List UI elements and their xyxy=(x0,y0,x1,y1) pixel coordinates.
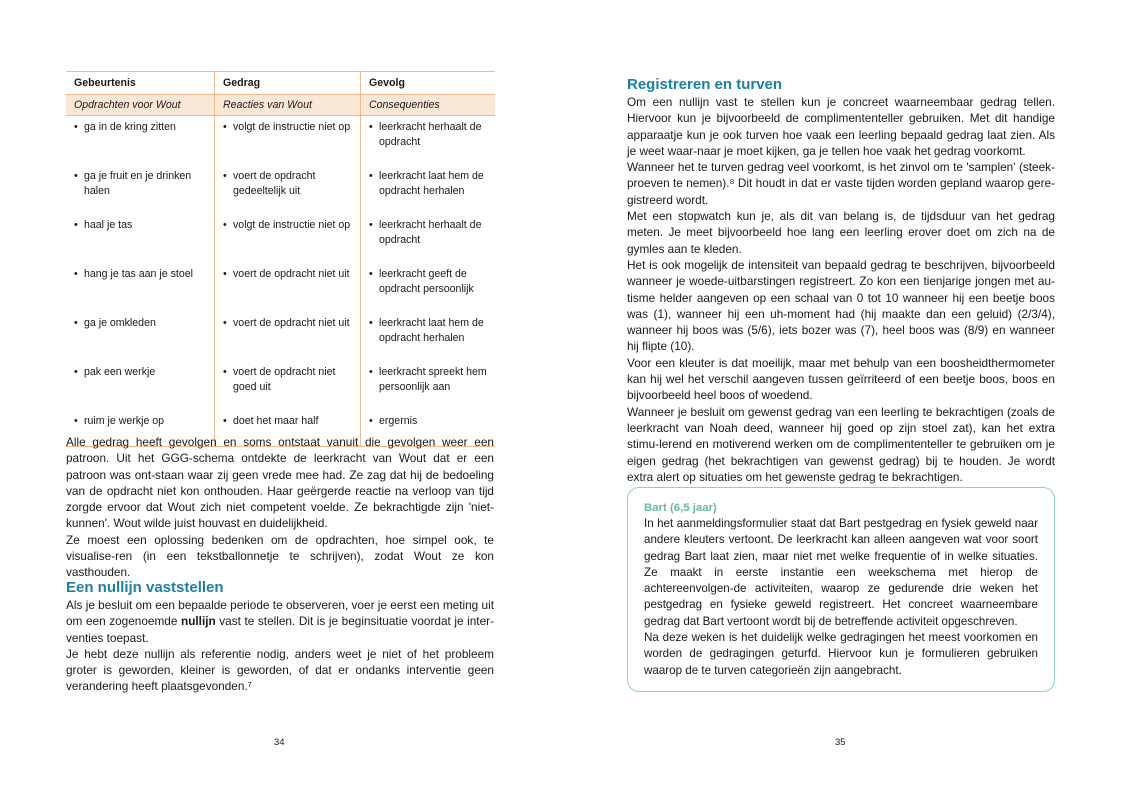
paragraph: Het is ook mogelijk de intensiteit van bepaald gedrag te beschrijven, bijvoorbeeld wanneer je woede-uitbarstingen registreert. Zo kon een tienjarige jongen met au-tisme helder aangeven op een schaal van 0 tot 10 wanneer hij een beetje boos was (1), wanneer hij een uh-moment had (hij maakte dan een geluid) (2/3/4), wanneer hij boos was (5/6), iets bozer was (7), heel boos was (8/9) en wanneer hij flipte (10). xyxy=(627,257,1055,354)
paragraph: In het aanmeldingsformulier staat dat Bart pestgedrag en fysiek geweld naar andere kleuters vertoont. De leerkracht kan alleen aangeven wat voor soort gedrag Bart laat zien, maar niet met welke frequentie of in welke situaties. Ze maakt in eerste instantie een weekschema met hierop de achtereenvolgen-de activiteiten, waarop ze gedurende drie weken het pestgedrag en fysieke geweld registreert. Het concreet waarneembare gedrag dat Bart vertoont wordt bij de betreffende activiteit opgeschreven. xyxy=(644,517,1038,628)
table-cell: ga in de kring zitten xyxy=(84,121,176,133)
bullet-icon: • xyxy=(369,268,373,280)
case-study-box xyxy=(627,487,1055,692)
bullet-icon: • xyxy=(223,366,227,378)
bullet-icon: • xyxy=(74,317,78,329)
section-heading-registreren: Registreren en turven xyxy=(627,76,783,93)
table-cell: ga je fruit en je drinken halen xyxy=(84,170,192,197)
paragraph: Alle gedrag heeft gevolgen en soms ontstaat vanuit die gevolgen weer een patroon. Uit het GGG-schema ontdekte de leerkracht van Wout dat er een patroon was ont-staan waar zij geen vrede mee had. Ze zag dat hij de bedoeling van de opdracht niet kon onthouden. Haar geërgerde reactie na verloop van tijd zorgde ervoor dat Wout zich niet competent voelde. Ze bekrachtigde zijn 'niet-kunnen'. Wout wilde juist houvast en duidelijkheid. xyxy=(66,435,494,531)
table-cell: doet het maar half xyxy=(233,415,319,427)
table-row xyxy=(66,361,495,410)
bullet-icon: • xyxy=(74,121,78,133)
table-cell: leerkracht geeft de opdracht persoonlijk xyxy=(379,268,474,295)
bullet-icon: • xyxy=(74,219,78,231)
table-cell: leerkracht laat hem de opdracht herhalen xyxy=(379,317,484,344)
bullet-icon: • xyxy=(74,415,78,427)
bullet-icon: • xyxy=(223,219,227,231)
bullet-icon: • xyxy=(223,121,227,133)
table-cell: volgt de instructie niet op xyxy=(233,121,351,133)
bullet-icon: • xyxy=(223,317,227,329)
table-cell: voert de opdracht gedeeltelijk uit xyxy=(233,170,316,197)
bullet-icon: • xyxy=(369,317,373,329)
bullet-icon: • xyxy=(369,366,373,378)
paragraph: Wanneer je besluit om gewenst gedrag van een leerling te bekrachtigen (zoals de leerkracht van Noah deed, wanneer hij goed op zijn stoel zat), kan het extra stimu-lerend en motiverend werken om de complimententeller te gebruiken om je eigen gedrag (het bekrachtigen van gewenst gedrag) bij te houden. Je wordt extra alert op situaties om het gewenste gedrag te bekrachtigen. xyxy=(627,404,1055,484)
bullet-icon: • xyxy=(369,219,373,231)
subheader-opdrachten: Opdrachten voor Wout xyxy=(66,95,215,116)
page-number-left: 34 xyxy=(274,737,285,748)
paragraph: Je hebt deze nullijn als referentie nodig, anders weet je niet of het probleem groter is geworden, kleiner is geworden, of dat er ondanks interventie geen verandering heeft plaatsgevonden.⁷ xyxy=(66,646,494,694)
ggg-schema-table xyxy=(66,71,495,447)
table-row xyxy=(66,312,495,361)
bold-term: nullijn xyxy=(180,614,216,629)
table-cell: leerkracht herhaalt de opdracht xyxy=(379,121,482,148)
bullet-icon: • xyxy=(369,170,373,182)
table-cell: leerkracht spreekt hem persoonlijk aan xyxy=(379,366,487,393)
left-body-text xyxy=(66,434,494,581)
page-number-right: 35 xyxy=(835,737,846,748)
table-row xyxy=(66,116,495,166)
paragraph: Wanneer het te turven gedrag veel voorkomt, is het zinvol om te 'samplen' (steek-proeven te nemen).⁸ Dit houdt in dat er vaste tijden worden gepland waarop gere-gistreerd wordt. xyxy=(627,160,1055,207)
bullet-icon: • xyxy=(74,366,78,378)
table-cell: voert de opdracht niet uit xyxy=(233,268,350,280)
bullet-icon: • xyxy=(74,170,78,182)
paragraph: Voor een kleuter is dat moeilijk, maar met behulp van een boosheidthermometer kan hij wel het verschil aangeven tussen geïrriteerd of een beetje boos, boos en bijvoorbeeld heel boos of woedend. xyxy=(627,355,1055,403)
table-cell: haal je tas xyxy=(84,219,133,231)
table-row xyxy=(66,263,495,312)
case-title: Bart (6,5 jaar) xyxy=(644,502,717,514)
paragraph: Na deze weken is het duidelijk welke gedragingen het meest voorkomen en worden de gedragingen geturfd. Hiervoor kun je formulieren gebruiken waarop de te turven categorieën zijn aangebracht. xyxy=(644,631,1038,677)
table-row xyxy=(66,165,495,214)
table-cell: leerkracht laat hem de opdracht herhalen xyxy=(379,170,484,197)
section-heading-nullijn: Een nullijn vaststellen xyxy=(66,579,224,596)
paragraph: Met een stopwatch kun je, als dit van belang is, de tijdsduur van het gedrag meten. Je meet bijvoorbeeld hoe lang een leerling erover doet om zich na de gymles aan te kleden. xyxy=(627,209,1055,256)
left-body-text-2 xyxy=(66,597,494,695)
paragraph: Ze moest een oplossing bedenken om de opdrachten, hoe simpel ook, te visualise-ren (in een tekstballonnetje te schrijven), zodat Wout ze kon vasthouden. xyxy=(66,532,494,580)
bullet-icon: • xyxy=(223,268,227,280)
subheader-reacties: Reacties van Wout xyxy=(215,95,361,116)
subheader-consequenties: Consequenties xyxy=(361,95,496,116)
table-cell: ergernis xyxy=(379,415,418,427)
table-cell: voert de opdracht niet uit xyxy=(233,317,350,329)
header-gevolg: Gevolg xyxy=(361,72,496,95)
right-body-text xyxy=(627,94,1055,485)
case-text xyxy=(644,516,1038,679)
paragraph: Als je besluit om een bepaalde periode te observeren, voer je eerst een meting uit om een zogenoemde nullijn vast te stellen. Dit is je beginsituatie voordat je inter-venties toepast. xyxy=(66,598,494,645)
table-header-row xyxy=(66,72,495,95)
table-cell: ruim je werkje op xyxy=(84,415,165,427)
table-cell: leerkracht herhaalt de opdracht xyxy=(379,219,482,246)
table-cell: hang je tas aan je stoel xyxy=(84,268,193,280)
bullet-icon: • xyxy=(223,170,227,182)
table-row xyxy=(66,214,495,263)
table-subheader-row xyxy=(66,95,495,116)
bullet-icon: • xyxy=(369,415,373,427)
bullet-icon: • xyxy=(74,268,78,280)
header-gebeurtenis: Gebeurtenis xyxy=(66,72,215,95)
table-cell: volgt de instructie niet op xyxy=(233,219,351,231)
bullet-icon: • xyxy=(223,415,227,427)
header-gedrag: Gedrag xyxy=(215,72,361,95)
table-cell: ga je omkleden xyxy=(84,317,156,329)
table-cell: voert de opdracht niet goed uit xyxy=(233,366,336,393)
bullet-icon: • xyxy=(369,121,373,133)
paragraph: Om een nullijn vast te stellen kun je concreet waarneembaar gedrag tellen. Hiervoor kun je bijvoorbeeld de complimententeller gebruiken. Met dit handige apparaatje kun je ook turven hoe vaak een leerling bepaald gedrag laat zien. Als je weet waar-naar je moet kijken, ga je tellen hoe vaak het gedrag voorkomt. xyxy=(627,95,1055,158)
table-cell: pak een werkje xyxy=(84,366,156,378)
